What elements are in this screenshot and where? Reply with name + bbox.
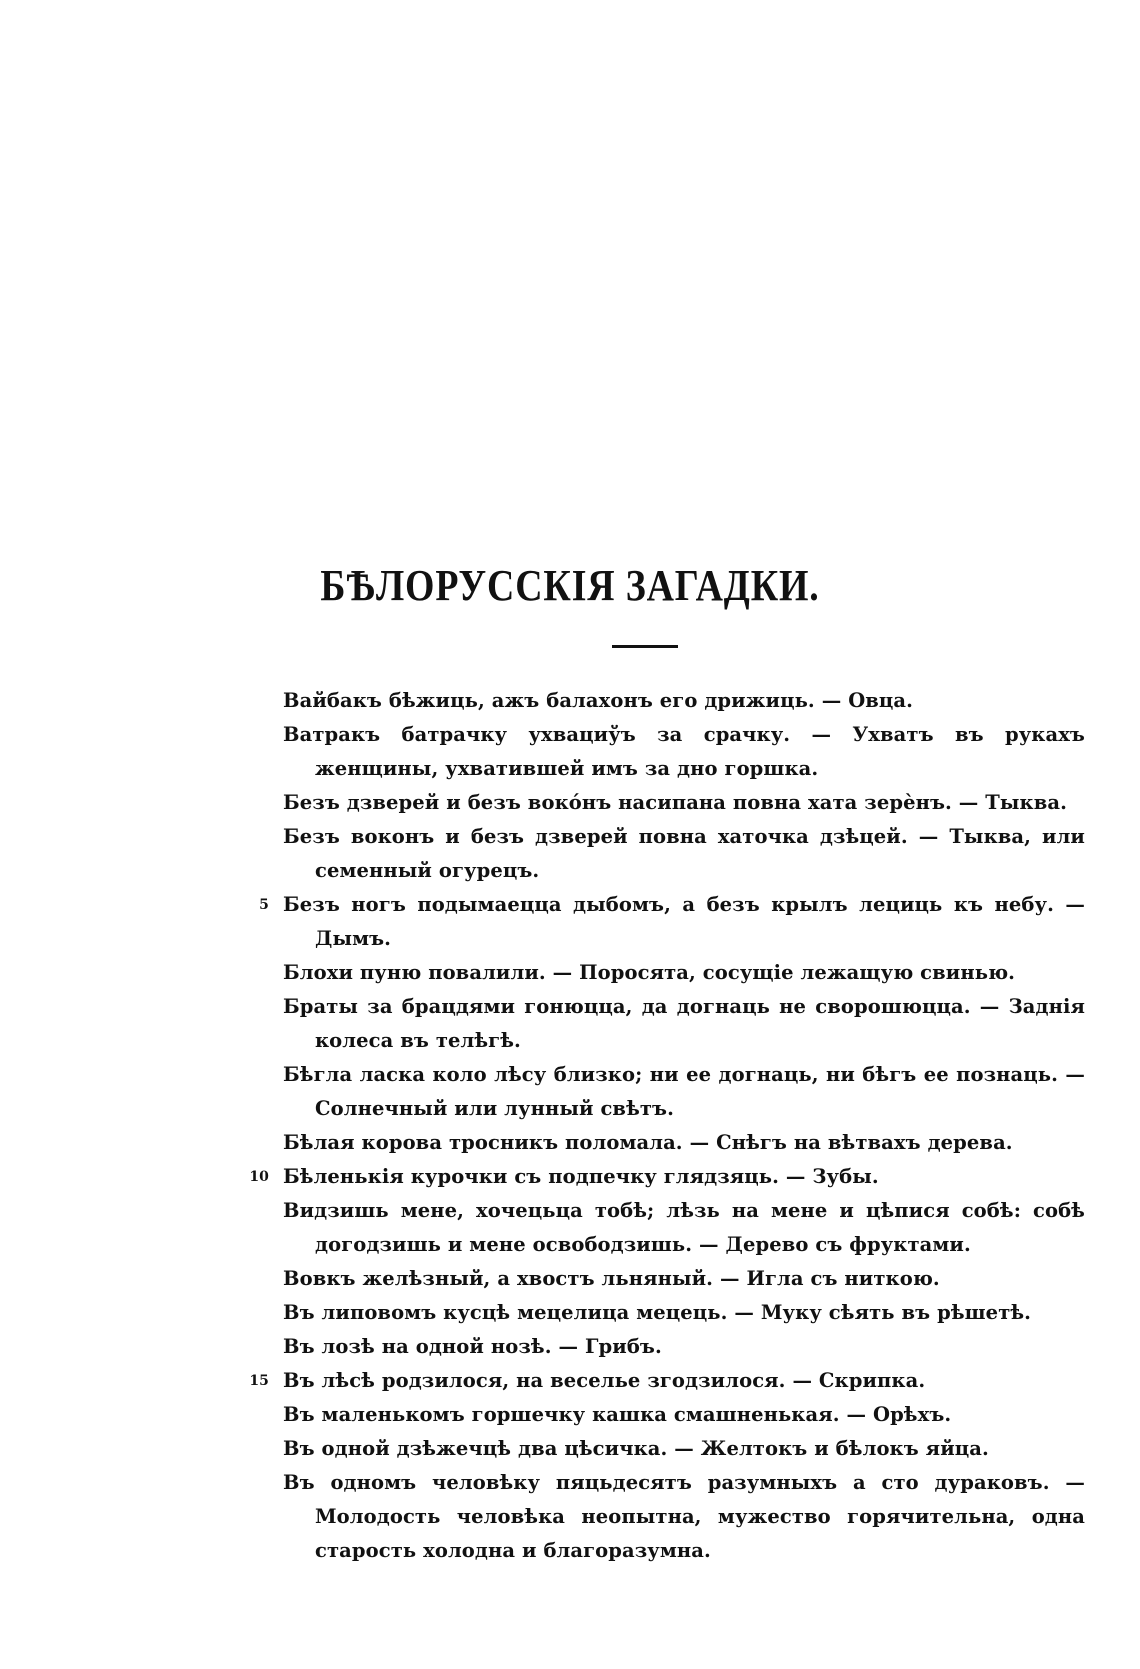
riddle-entry <box>283 956 1085 990</box>
riddle-entry <box>249 1364 1085 1398</box>
riddle-text: Въ маленькомъ горшечку кашка смашненькая. — Орѣхъ. <box>283 1403 952 1426</box>
riddle-text: Въ лозѣ на одной нозѣ. — Грибъ. <box>283 1335 662 1358</box>
riddle-entry <box>249 1160 1085 1194</box>
riddle-text: Безъ воконъ и безъ дзверей повна хаточка дзѣцей. — Тыква, или семенный огурецъ. <box>283 825 1085 882</box>
riddle-text: Безъ ногъ подымаецца дыбомъ, а безъ крылъ лециць къ небу. — Дымъ. <box>283 893 1085 950</box>
riddle-text: Бѣленькія курочки съ подпечку глядзяць. — Зубы. <box>283 1165 879 1188</box>
riddle-text: Блохи пуню повалили. — Поросята, сосущіе лежащую свинью. <box>283 961 1016 984</box>
riddle-text: Въ одномъ человѣку пяцьдесятъ разумныхъ а сто дураковъ. — Молодость человѣка неопытна, мужество горячительна, одна старость холодна и благоразумна. <box>283 1471 1085 1562</box>
riddle-entry <box>283 1330 1085 1364</box>
riddle-entry <box>283 1058 1085 1126</box>
riddle-entry <box>283 1398 1085 1432</box>
riddle-list <box>0 684 1140 1568</box>
riddle-text: Вайбакъ бѣжиць, ажъ балахонъ его дрижиць. — Овца. <box>283 689 914 712</box>
riddle-entry <box>259 888 1085 956</box>
riddle-text: Видзишь мене, хочецьца тобѣ; лѣзь на мене и цѣпися собѣ: собѣ догодзишь и мене освободзишь. — Дерево съ фруктами. <box>283 1199 1085 1256</box>
riddle-text: Ватракъ батрачку ухвациўъ за срачку. — Ухватъ въ рукахъ женщины, ухватившей имъ за дно горшка. <box>283 723 1085 780</box>
riddle-text: Въ лѣсѣ родзилося, на веселье згодзилося. — Скрипка. <box>283 1369 926 1392</box>
riddle-entry <box>283 1432 1085 1466</box>
riddle-text: Безъ дзверей и безъ вокóнъ насипана повна хата зерѐнъ. — Тыква. <box>283 791 1068 814</box>
riddle-text: Браты за брацдями гонюцца, да догнаць не сворошюцца. — Заднія колеса въ телѣгѣ. <box>283 995 1085 1052</box>
riddle-entry <box>283 1262 1085 1296</box>
riddle-text: Вовкъ желѣзный, а хвостъ льняный. — Игла съ ниткою. <box>283 1267 940 1290</box>
riddle-text: Бѣгла ласка коло лѣсу близко; ни ее догнаць, ни бѣгъ ее познаць. — Солнечный или лунный свѣтъ. <box>283 1063 1085 1120</box>
line-number: 5 <box>259 897 269 913</box>
riddle-entry <box>283 990 1085 1058</box>
riddle-text: Въ липовомъ кусцѣ мецелица мецець. — Муку сѣять въ рѣшетѣ. <box>283 1301 1032 1324</box>
riddle-entry <box>283 820 1085 888</box>
riddle-entry <box>283 1194 1085 1262</box>
line-number: 10 <box>249 1169 269 1185</box>
riddle-entry <box>283 684 1085 718</box>
riddle-entry <box>283 1126 1085 1160</box>
page-title: БѢЛОРУССКІЯ ЗАГАДКИ. <box>320 561 820 610</box>
riddle-entry <box>283 718 1085 786</box>
riddle-text: Въ одной дзѣжечцѣ два цѣсичка. — Желтокъ и бѣлокъ яйца. <box>283 1437 989 1460</box>
riddle-entry <box>283 786 1085 820</box>
riddle-text: Бѣлая корова тросникъ поломала. — Снѣгъ на вѣтвахъ дерева. <box>283 1131 1013 1154</box>
title-rule <box>612 645 678 648</box>
riddle-entry <box>283 1466 1085 1568</box>
line-number: 15 <box>249 1373 269 1389</box>
riddle-entry <box>283 1296 1085 1330</box>
